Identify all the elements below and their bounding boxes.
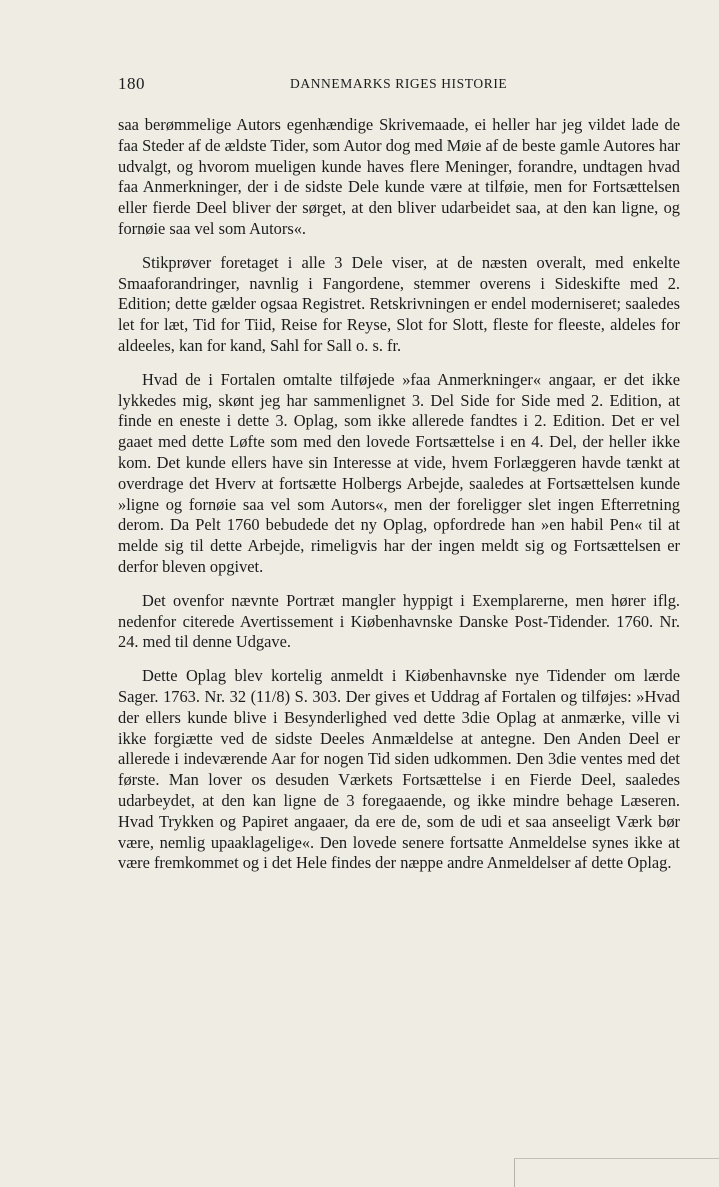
paragraph-3: Hvad de i Fortalen omtalte tilføjede »faa Anmerkninger« angaar, er det ikke lykkedes mig, skønt jeg har sammenlignet 3. Del Side for Side med 2. Edition, at finde en eneste i dette 3. Oplag, som ikke allerede fandtes i 2. Edition. Det er vel gaaet med dette Løfte som med den lovede Fortsættelse i en 4. Del, der heller ikke kom. Det kunde ellers have sin Interesse at vide, hvem Forlæggeren havde tænkt at overdrage det Hverv at fortsætte Holbergs Arbejde, saaledes at Fortsættelsen kunde »ligne og fornøie saa vel som Autors«, men der foreligger slet ingen Efterretning derom. Da Pelt 1760 bebudede det ny Oplag, opfordrede han »en habil Pen« til at melde sig til dette Arbejde, rimeligvis har der ingen meldt sig og Fortsættelsen er derfor bleven opgivet.	[118, 369, 680, 576]
paragraph-5: Dette Oplag blev kortelig anmeldt i Kiøbenhavnske nye Tidender om lærde Sager. 1763. Nr. 32 (11/8) S. 303. Der gives et Uddrag af Fortalen og tilføjes: »Hvad der ellers kunde blive i Besynderlighed ved dette 3die Oplag at anmærke, ville vi ikke forgiætte ved de sidste Deeles Anmældelse at antegne. Den Anden Deel er allerede i indeværende Aar for nogen Tid siden udkommen. Den 3die ventes med det første. Man lover os desuden Værkets Fortsættelse i en Fierde Deel, saaledes udarbeydet, at den kan ligne de 3 foregaaende, og ikke mindre behage Læseren. Hvad Trykken og Papiret angaaer, da ere de, som de udi et saa anseeligt Værk bør være, nemlig upaaklagelige«. Den lovede senere fortsatte Anmeldelse synes ikke at være fremkommet og i det Hele findes der næppe andre Anmeldelser af dette Oplag.	[118, 666, 680, 873]
paragraph-1: saa berømmelige Autors egenhændige Skrivemaade, ei heller har jeg vildet lade de faa Steder af de ældste Tider, som Autor dog med Møie af de beste gamle Autores har udvalgt, og hvorom mueligen kunde haves flere Meninger, forandre, undtagen hvad faa Anmerkninger, der i de sidste Dele kunde være at tilføie, men for Fortsættelsen eller fierde Deel bliver der sørget, at den bliver udarbeidet saa, at den kan ligne, og fornøie saa vel som Autors«.	[118, 115, 680, 238]
page-header	[118, 74, 680, 98]
paragraph-2: Stikprøver foretaget i alle 3 Dele viser, at de næsten overalt, med enkelte Smaaforandringer, navnlig i Fangordene, stemmer overens i Sideskifte med 2. Edition; dette gælder ogsaa Registret. Retskrivningen er endel moderniseret; saaledes let for læt, Tid for Tiid, Reise for Reyse, Slot for Slott, fleste for fleeste, aldeles for aldeeles, kan for kand, Sahl for Sall o. s. fr.	[118, 252, 680, 355]
page-edge-divider	[514, 1158, 515, 1187]
running-head: DANNEMARKS RIGES HISTORIE	[290, 76, 508, 91]
body-text	[118, 115, 680, 887]
page-number: 180	[118, 74, 145, 93]
page-edge-shadow	[514, 1158, 719, 1159]
paragraph-4: Det ovenfor nævnte Portræt mangler hyppigt i Exemplarerne, men hører iflg. nedenfor citerede Avertissement i Kiøbenhavnske Danske Post-Tidender. 1760. Nr. 24. med til denne Udgave.	[118, 590, 680, 652]
